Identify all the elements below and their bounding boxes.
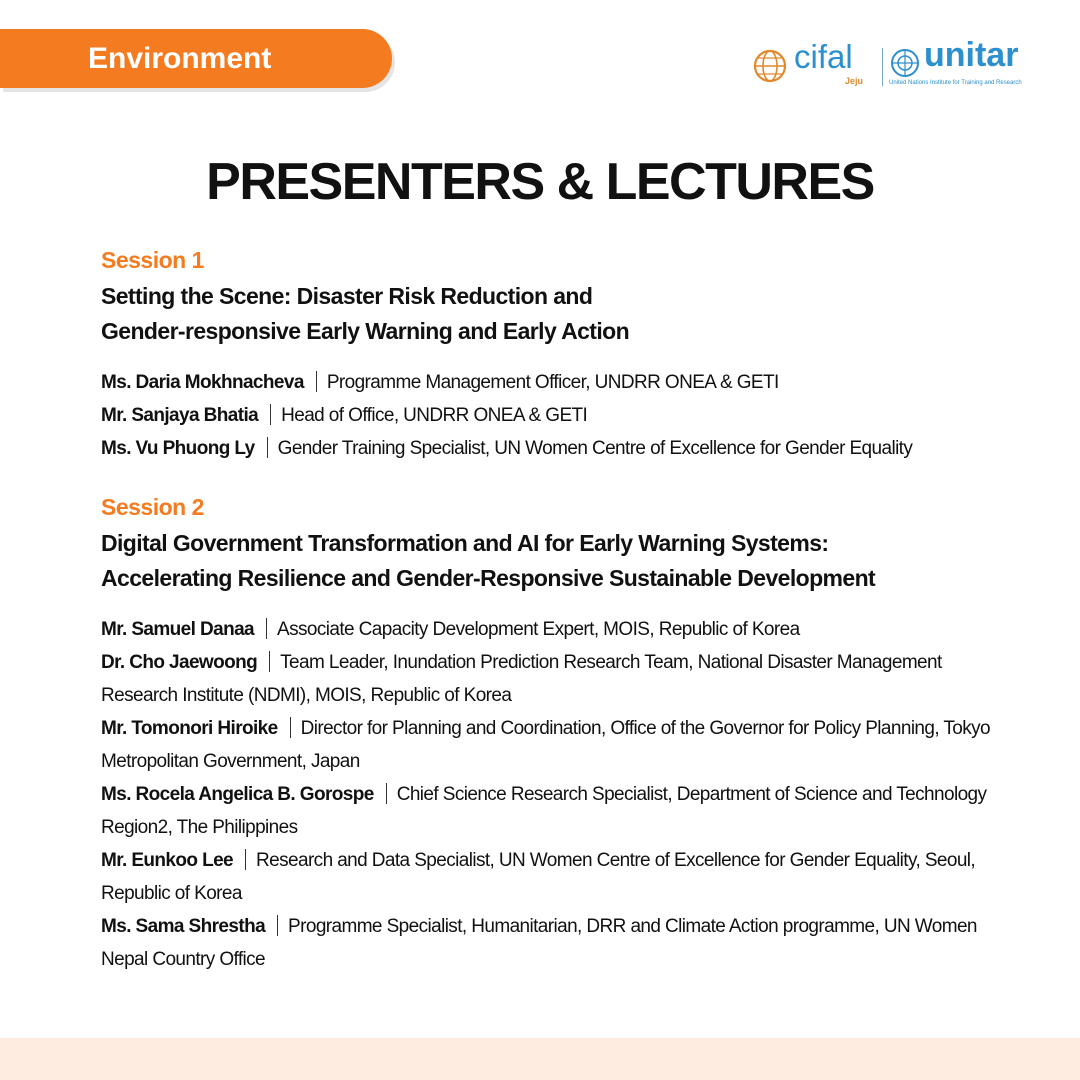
separator [290,717,291,738]
session-label: Session 2 [101,494,204,520]
session-title-line: Setting the Scene: Disaster Risk Reduction and [101,283,593,309]
presenter-role: Research and Data Specialist, UN Women Centre of Excellence for Gender Equality, Seoul, Republic of Korea [101,850,976,904]
presenter-role: Chief Science Research Specialist, Department of Science and Technology Region2, The Philippines [101,784,987,838]
presenter-role: Team Leader, Inundation Prediction Research Team, National Disaster Management Research Institute (NDMI), MOIS, Republic of Korea [101,652,942,706]
separator [316,371,317,392]
separator [277,915,278,936]
presenter-list [101,613,1021,976]
separator [245,849,246,870]
presenter-name: Ms. Sama Shrestha [101,916,266,937]
session-title-line: Gender-responsive Early Warning and Early Action [101,318,630,344]
presenter-item [101,778,1021,844]
presenter-name: Mr. Eunkoo Lee [101,850,234,871]
cifal-subtitle: Jeju [845,76,864,86]
presenter-name: Ms. Rocela Angelica B. Gorospe [101,784,374,805]
footer-band [0,1038,1080,1080]
presenter-item [101,399,1021,432]
separator [269,651,270,672]
presenter-name: Ms. Vu Phuong Ly [101,438,255,459]
presenter-name: Dr. Cho Jaewoong [101,652,258,673]
session-title [101,279,1021,349]
partner-logos [752,36,1044,90]
unitar-subtitle: United Nations Institute for Training and Research [889,80,1022,86]
presenter-role: Head of Office, UNDRR ONEA & GETI [281,405,588,426]
session-title [101,526,1021,596]
session-title-line: Digital Government Transformation and AI for Early Warning Systems: [101,530,829,556]
presenter-name: Ms. Daria Mokhnacheva [101,372,304,393]
page-title: PRESENTERS & LECTURES [206,153,874,211]
presenter-role: Gender Training Specialist, UN Women Centre of Excellence for Gender Equality [277,438,913,459]
presenter-list [101,366,1021,465]
separator [386,783,387,804]
logo-divider [882,48,883,86]
presenter-item [101,646,1021,712]
session-label: Session 1 [101,247,204,273]
presenter-role: Programme Management Officer, UNDRR ONEA & GETI [326,372,779,393]
separator [266,618,267,639]
presenter-name: Mr. Samuel Danaa [101,619,255,640]
unitar-wordmark: unitar [924,36,1019,74]
sessions-list [101,244,1021,976]
presenter-item [101,910,1021,976]
presenter-item [101,712,1021,778]
presenter-role: Programme Specialist, Humanitarian, DRR and Climate Action programme, UN Women Nepal Country Office [101,916,977,970]
presenter-item [101,844,1021,910]
un-emblem-icon [890,48,920,78]
separator [270,404,271,425]
presenter-item [101,613,1021,646]
globe-icon [752,48,788,84]
presenter-role: Director for Planning and Coordination, Office of the Governor for Policy Planning, Tokyo Metropolitan Government, Japan [101,718,991,772]
cifal-wordmark: cifal [794,38,853,75]
session-2 [101,491,1021,976]
presenter-name: Mr. Tomonori Hiroike [101,718,278,739]
session-title-line: Accelerating Resilience and Gender-Responsive Sustainable Development [101,565,876,591]
presenter-item [101,432,1021,465]
presenter-item [101,366,1021,399]
separator [267,437,268,458]
category-tag: Environment [0,29,392,88]
session-1 [101,244,1021,465]
presenter-role: Associate Capacity Development Expert, MOIS, Republic of Korea [277,619,800,640]
presenter-name: Mr. Sanjaya Bhatia [101,405,259,426]
